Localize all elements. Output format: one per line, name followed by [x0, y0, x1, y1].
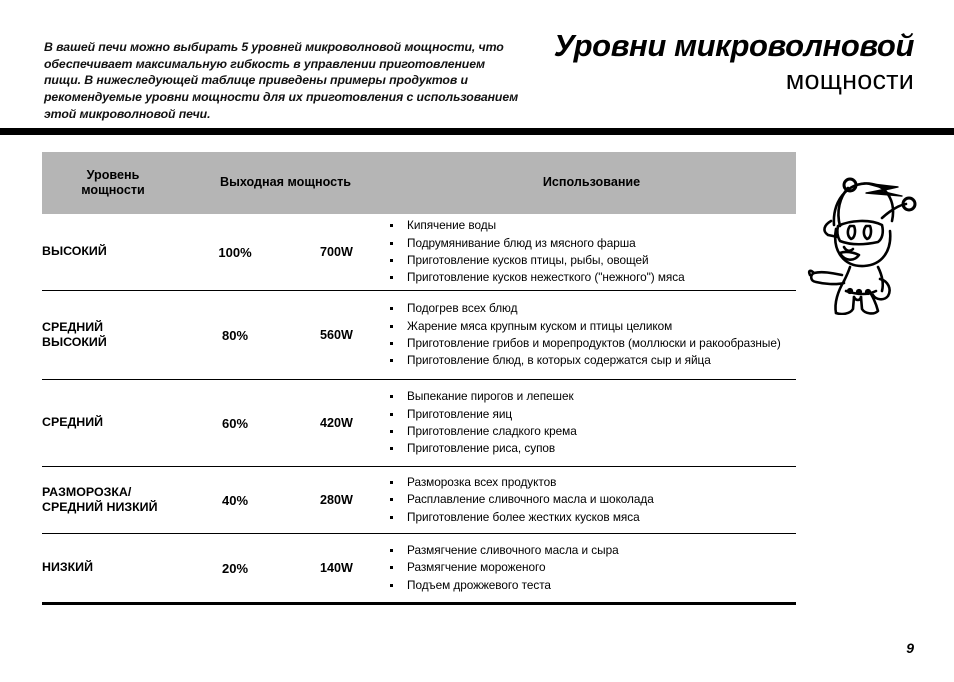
cell-usage: [387, 214, 796, 291]
usage-list: [387, 542, 796, 594]
mascot-character-icon: [806, 163, 938, 315]
cell-power-level: [42, 291, 184, 380]
list-item: Кипячение воды: [387, 217, 796, 234]
usage-list: [387, 300, 796, 369]
cell-usage: [387, 380, 796, 467]
cell-power-watt: 420W: [320, 416, 353, 430]
cell-power-watt: 140W: [320, 561, 353, 575]
list-item: Размягчение сливочного масла и сыра: [387, 542, 796, 559]
page-title-line-2: мощности: [785, 65, 914, 95]
list-item: Подъем дрожжевого теста: [387, 577, 796, 594]
cell-power-watt: 700W: [320, 245, 353, 259]
cell-power-watt: 560W: [320, 328, 353, 342]
cell-power-percent: 60%: [221, 415, 249, 431]
usage-list: [387, 474, 796, 526]
page-title: [484, 28, 914, 97]
power-level-line-2: ВЫСОКИЙ: [42, 335, 107, 349]
list-item: Приготовление сладкого крема: [387, 423, 796, 440]
list-item: Размягчение мороженого: [387, 559, 796, 576]
cell-power-level: [42, 380, 184, 467]
column-header-power-level-line-2: мощности: [81, 183, 145, 197]
column-header-power-level: [42, 152, 184, 214]
power-level-line-1: СРЕДНИЙ: [42, 415, 104, 430]
table-row: [42, 534, 796, 604]
cell-usage: [387, 291, 796, 380]
list-item: Приготовление яиц: [387, 406, 796, 423]
power-levels-table: [42, 152, 796, 605]
cell-usage: [387, 534, 796, 604]
table-row: [42, 214, 796, 291]
table-row: [42, 380, 796, 467]
list-item: Расплавление сливочного масла и шоколада: [387, 491, 796, 508]
page-title-line-1: Уровни микроволновой: [553, 28, 914, 63]
power-level-line-1: ВЫСОКИЙ: [42, 244, 107, 259]
column-header-power-level-line-1: Уровень: [86, 167, 140, 182]
list-item: Подрумянивание блюд из мясного фарша: [387, 235, 796, 252]
power-level-line-1: СРЕДНИЙ: [42, 319, 104, 334]
table-header-row: [42, 152, 796, 214]
cell-power-level: [42, 534, 184, 604]
list-item: Приготовление блюд, в которых содержатся сыр и яйца: [387, 352, 796, 369]
cell-power-level: [42, 214, 184, 291]
cell-power-percent: 40%: [221, 492, 249, 508]
column-header-output-power: Выходная мощность: [184, 152, 387, 214]
list-item: Приготовление более жестких кусков мяса: [387, 509, 796, 526]
cell-usage: [387, 467, 796, 534]
list-item: Выпекание пирогов и лепешек: [387, 388, 796, 405]
header-divider-rule: [0, 128, 954, 135]
cell-power-percent: 100%: [218, 244, 252, 260]
list-item: Приготовление грибов и морепродуктов (моллюски и ракообразные): [387, 335, 796, 352]
list-item: Приготовление кусков нежесткого ("нежного") мяса: [387, 269, 796, 286]
cell-power-watt: 280W: [320, 493, 353, 507]
cell-power-level: [42, 467, 184, 534]
usage-list: [387, 217, 796, 286]
column-header-usage: Использование: [387, 152, 796, 214]
list-item: Жарение мяса крупным куском и птицы целиком: [387, 318, 796, 335]
list-item: Приготовление риса, супов: [387, 440, 796, 457]
cell-power-percent: 80%: [221, 327, 249, 343]
power-level-line-2: СРЕДНИЙ НИЗКИЙ: [42, 500, 158, 514]
list-item: Разморозка всех продуктов: [387, 474, 796, 491]
list-item: Приготовление кусков птицы, рыбы, овощей: [387, 252, 796, 269]
page-header-area: [0, 0, 954, 128]
power-level-line-1: НИЗКИЙ: [42, 560, 93, 575]
table-row: [42, 291, 796, 380]
cell-power-percent: 20%: [221, 560, 249, 576]
intro-paragraph: В вашей печи можно выбирать 5 уровней микроволновой мощности, что обеспечивает максимальную гибкость в управлении приготовлением пищи. В нижеследующей таблице приведены примеры продуктов и рекомендуемые уровни мощности для их приготовления с использованием этой микроволновой печи.: [44, 40, 519, 121]
page-number: 9: [906, 640, 914, 656]
list-item: Подогрев всех блюд: [387, 300, 796, 317]
table-row: [42, 467, 796, 534]
power-level-line-1: РАЗМОРОЗКА/: [42, 484, 132, 499]
usage-list: [387, 388, 796, 457]
